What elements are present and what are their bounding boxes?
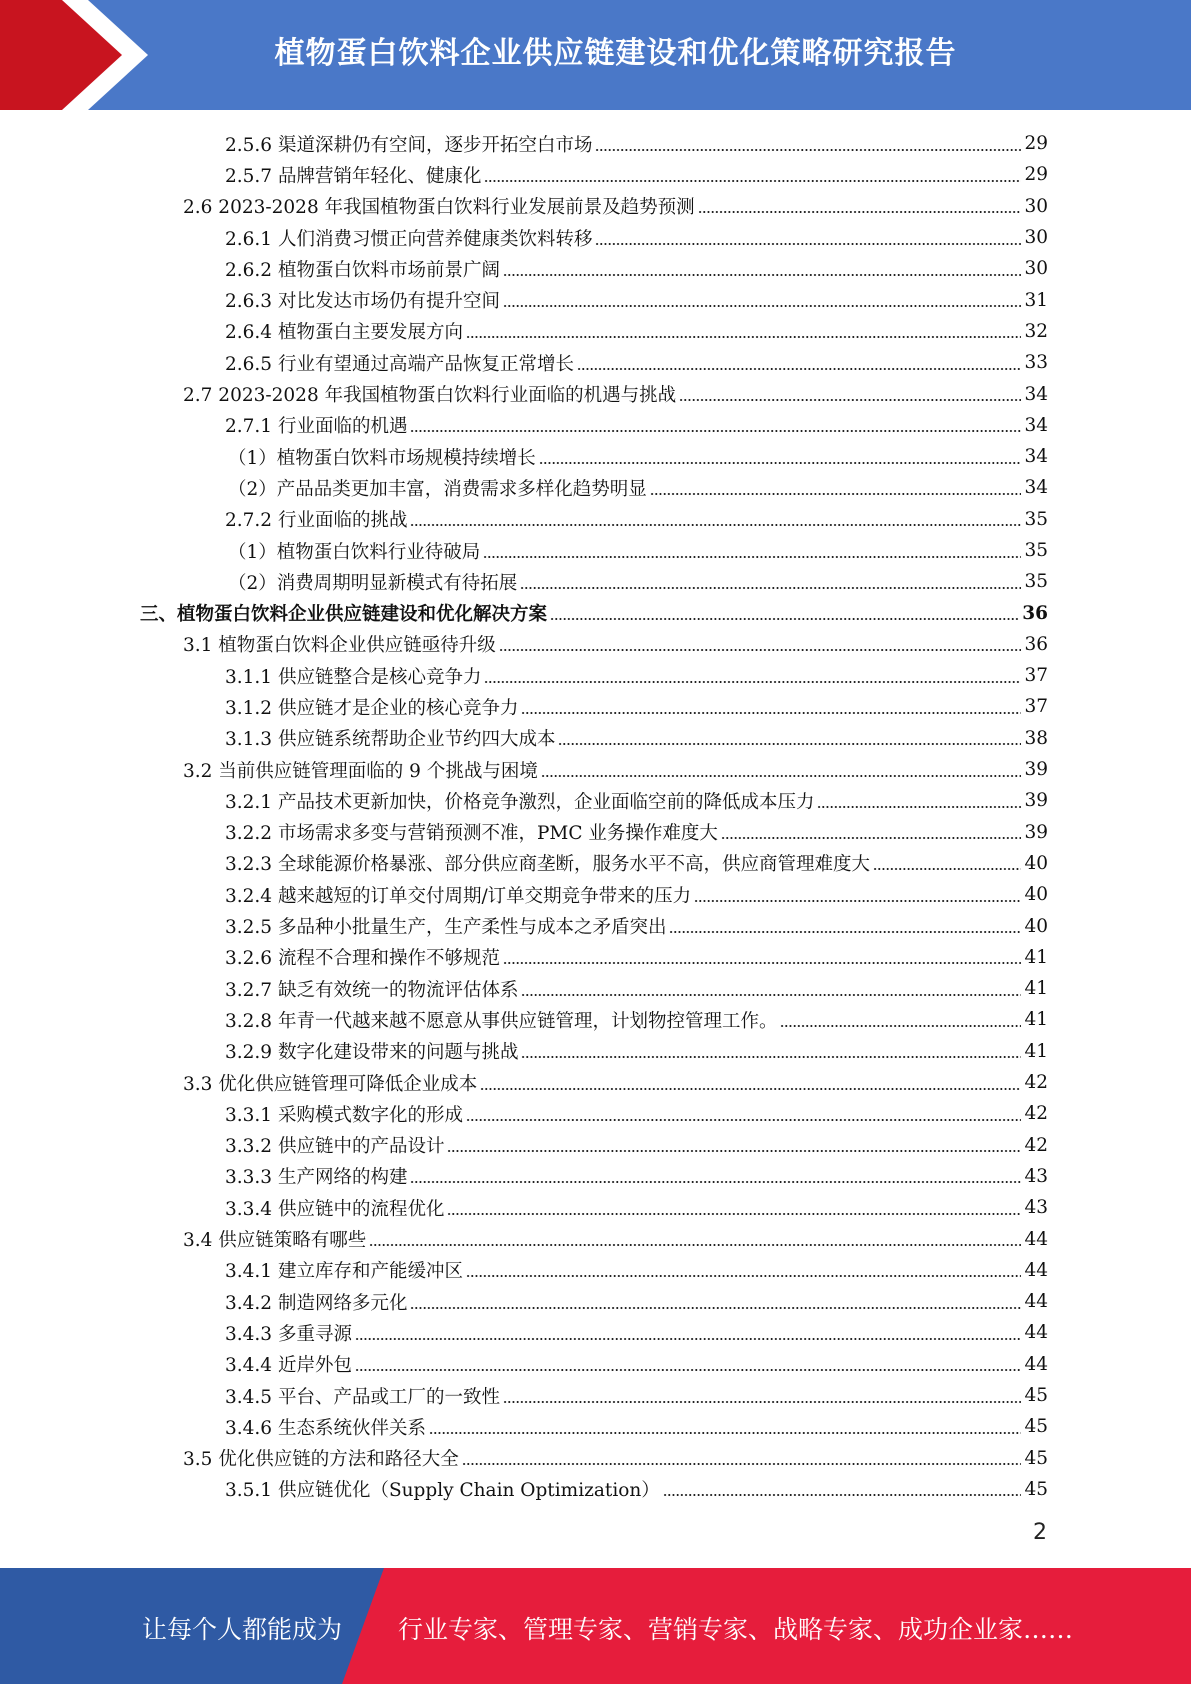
toc-dot-leader xyxy=(669,931,1021,933)
toc-entry[interactable] xyxy=(140,222,1048,253)
toc-entry-page: 34 xyxy=(1024,414,1048,436)
toc-entry-page: 41 xyxy=(1024,1040,1048,1062)
toc-dot-leader xyxy=(410,524,1021,526)
toc-dot-leader xyxy=(466,1119,1021,1121)
toc-entry-page: 42 xyxy=(1024,1072,1048,1094)
toc-entry-page: 41 xyxy=(1024,946,1048,968)
toc-dot-leader xyxy=(817,806,1021,808)
table-of-contents xyxy=(140,128,1048,1505)
page-footer xyxy=(0,1568,1191,1684)
toc-entry[interactable] xyxy=(140,754,1048,785)
toc-dot-leader xyxy=(550,618,1019,620)
toc-dot-leader xyxy=(480,1088,1021,1090)
toc-dot-leader xyxy=(698,211,1022,213)
toc-entry[interactable] xyxy=(140,1349,1048,1380)
toc-entry-title: （2）消费周期明显新模式有待拓展 xyxy=(228,572,518,594)
toc-entry-page: 36 xyxy=(1024,633,1048,655)
toc-entry-title: 2.6.2 植物蛋白饮料市场前景广阔 xyxy=(225,259,500,281)
toc-entry-title: 3.2.8 年青一代越来越不愿意从事供应链管理，计划物控管理工作。 xyxy=(225,1010,778,1032)
toc-entry-title: 3.1.3 供应链系统帮助企业节约四大成本 xyxy=(225,729,556,751)
toc-entry-page: 39 xyxy=(1024,790,1048,812)
toc-entry-page: 30 xyxy=(1024,195,1048,217)
toc-entry-page: 34 xyxy=(1024,477,1048,499)
toc-entry[interactable] xyxy=(140,723,1048,754)
toc-entry[interactable] xyxy=(140,535,1048,566)
toc-entry-page: 43 xyxy=(1024,1197,1048,1219)
toc-entry[interactable] xyxy=(140,316,1048,347)
toc-entry[interactable] xyxy=(140,566,1048,597)
toc-entry-page: 44 xyxy=(1024,1259,1048,1281)
toc-entry-page: 44 xyxy=(1024,1291,1048,1313)
toc-dot-leader xyxy=(650,493,1022,495)
toc-dot-leader xyxy=(503,274,1021,276)
toc-entry[interactable] xyxy=(140,910,1048,941)
toc-entry-page: 40 xyxy=(1024,884,1048,906)
toc-entry-page: 45 xyxy=(1024,1478,1048,1500)
toc-entry-page: 32 xyxy=(1024,320,1048,342)
toc-dot-leader xyxy=(521,1056,1021,1058)
toc-entry[interactable] xyxy=(140,973,1048,1004)
toc-entry[interactable] xyxy=(140,1474,1048,1505)
toc-entry-title: 3.5.1 供应链优化（Supply Chain Optimization） xyxy=(225,1480,660,1502)
toc-entry-page: 45 xyxy=(1024,1385,1048,1407)
toc-entry-title: 3.3.4 供应链中的流程优化 xyxy=(225,1198,445,1220)
toc-entry[interactable] xyxy=(140,472,1048,503)
toc-entry[interactable] xyxy=(140,1223,1048,1254)
toc-entry-page: 39 xyxy=(1024,821,1048,843)
toc-entry[interactable] xyxy=(140,1442,1048,1473)
toc-dot-leader xyxy=(521,712,1021,714)
toc-entry-title: 3.4.1 建立库存和产能缓冲区 xyxy=(225,1261,463,1283)
toc-entry-title: 3.3.2 供应链中的产品设计 xyxy=(225,1136,445,1158)
toc-dot-leader xyxy=(410,1307,1021,1309)
toc-dot-leader xyxy=(410,1181,1021,1183)
toc-entry-page: 42 xyxy=(1024,1103,1048,1125)
toc-dot-leader xyxy=(663,1494,1022,1496)
toc-entry[interactable] xyxy=(140,347,1048,378)
toc-entry-page: 34 xyxy=(1024,446,1048,468)
toc-dot-leader xyxy=(355,1369,1022,1371)
toc-dot-leader xyxy=(410,430,1021,432)
toc-entry-page: 38 xyxy=(1024,727,1048,749)
toc-entry-page: 29 xyxy=(1024,164,1048,186)
toc-entry[interactable] xyxy=(140,879,1048,910)
toc-entry-page: 35 xyxy=(1024,571,1048,593)
toc-entry[interactable] xyxy=(140,159,1048,190)
toc-entry-page: 30 xyxy=(1024,227,1048,249)
toc-dot-leader xyxy=(721,837,1022,839)
toc-entry-title: 3.2.9 数字化建设带来的问题与挑战 xyxy=(225,1042,519,1064)
toc-entry-page: 31 xyxy=(1024,289,1048,311)
toc-dot-leader xyxy=(355,1338,1022,1340)
toc-entry-page: 42 xyxy=(1024,1134,1048,1156)
toc-dot-leader xyxy=(595,243,1021,245)
toc-entry[interactable] xyxy=(140,1286,1048,1317)
toc-dot-leader xyxy=(558,743,1021,745)
toc-dot-leader xyxy=(484,681,1021,683)
toc-entry-title: 3.2.1 产品技术更新加快，价格竞争激烈，企业面临空前的降低成本压力 xyxy=(225,791,815,813)
toc-entry[interactable] xyxy=(140,1411,1048,1442)
toc-dot-leader xyxy=(499,649,1022,651)
toc-entry[interactable] xyxy=(140,1255,1048,1286)
toc-entry-title: 3.4.3 多重寻源 xyxy=(225,1323,352,1345)
toc-entry-title: 3.1 植物蛋白饮料企业供应链亟待升级 xyxy=(183,635,496,657)
footer-slogan-left: 让每个人都能成为 xyxy=(142,1615,343,1644)
toc-dot-leader xyxy=(462,1463,1022,1465)
toc-entry-title: 3.1.1 供应链整合是核心竞争力 xyxy=(225,666,482,688)
toc-entry-title: 3.2.7 缺乏有效统一的物流评估体系 xyxy=(225,979,519,1001)
report-title: 植物蛋白饮料企业供应链建设和优化策略研究报告 xyxy=(274,36,957,71)
toc-entry[interactable] xyxy=(140,284,1048,315)
toc-dot-leader xyxy=(541,775,1022,777)
toc-entry-title: 2.7 2023-2028 年我国植物蛋白饮料行业面临的机遇与挑战 xyxy=(183,385,677,407)
toc-entry-page: 45 xyxy=(1024,1416,1048,1438)
toc-entry[interactable] xyxy=(140,942,1048,973)
toc-dot-leader xyxy=(503,962,1021,964)
toc-entry[interactable] xyxy=(140,1067,1048,1098)
toc-entry-title: 2.7.2 行业面临的挑战 xyxy=(225,510,408,532)
toc-entry[interactable] xyxy=(140,1004,1048,1035)
toc-dot-leader xyxy=(520,587,1021,589)
toc-entry[interactable] xyxy=(140,191,1048,222)
toc-entry-title: 2.7.1 行业面临的机遇 xyxy=(225,416,408,438)
toc-entry[interactable] xyxy=(140,660,1048,691)
toc-dot-leader xyxy=(595,149,1021,151)
footer-slogan-right: 行业专家、管理专家、营销专家、战略专家、成功企业家…… xyxy=(398,1615,1074,1644)
toc-dot-leader xyxy=(447,1213,1021,1215)
toc-entry-page: 39 xyxy=(1024,759,1048,781)
toc-dot-leader xyxy=(483,556,1021,558)
toc-dot-leader xyxy=(503,305,1021,307)
toc-entry-page: 30 xyxy=(1024,258,1048,280)
toc-entry-title: 3.2.6 流程不合理和操作不够规范 xyxy=(225,948,500,970)
toc-entry-title: 2.5.6 渠道深耕仍有空间，逐步开拓空白市场 xyxy=(225,134,593,156)
toc-dot-leader xyxy=(484,180,1021,182)
toc-entry-title: 3.1.2 供应链才是企业的核心竞争力 xyxy=(225,697,519,719)
toc-entry-title: 3.2.2 市场需求多变与营销预测不准，PMC 业务操作难度大 xyxy=(225,823,718,845)
toc-entry-page: 34 xyxy=(1024,383,1048,405)
toc-dot-leader xyxy=(503,1401,1021,1403)
toc-entry-title: 2.6 2023-2028 年我国植物蛋白饮料行业发展前景及趋势预测 xyxy=(183,197,695,219)
toc-entry-page: 40 xyxy=(1024,852,1048,874)
toc-entry-title: 3.3 优化供应链管理可降低企业成本 xyxy=(183,1073,478,1095)
toc-entry-title: （1）植物蛋白饮料行业待破局 xyxy=(228,541,481,563)
toc-entry[interactable] xyxy=(140,504,1048,535)
toc-entry-page: 44 xyxy=(1024,1228,1048,1250)
toc-dot-leader xyxy=(466,336,1021,338)
page-number: 2 xyxy=(1033,1520,1047,1545)
toc-dot-leader xyxy=(447,1150,1021,1152)
toc-dot-leader xyxy=(521,994,1021,996)
toc-entry-title: 3.2.5 多品种小批量生产，生产柔性与成本之矛盾突出 xyxy=(225,917,667,939)
toc-entry[interactable] xyxy=(140,410,1048,441)
toc-entry-page: 41 xyxy=(1024,1009,1048,1031)
toc-entry-title: 3.3.1 采购模式数字化的形成 xyxy=(225,1104,463,1126)
toc-dot-leader xyxy=(369,1244,1021,1246)
toc-entry[interactable] xyxy=(140,378,1048,409)
toc-entry-title: 2.5.7 品牌营销年轻化、健康化 xyxy=(225,165,482,187)
toc-dot-leader xyxy=(466,1275,1021,1277)
toc-entry-title: 3.2.3 全球能源价格暴涨、部分供应商垄断，服务水平不高，供应商管理难度大 xyxy=(225,854,870,876)
toc-entry[interactable] xyxy=(140,597,1048,628)
toc-entry[interactable] xyxy=(140,691,1048,722)
toc-entry[interactable] xyxy=(140,128,1048,159)
toc-entry-title: 2.6.4 植物蛋白主要发展方向 xyxy=(225,322,463,344)
toc-entry[interactable] xyxy=(140,1036,1048,1067)
toc-entry-page: 36 xyxy=(1022,602,1048,624)
toc-entry[interactable] xyxy=(140,1380,1048,1411)
toc-entry-page: 35 xyxy=(1024,540,1048,561)
toc-dot-leader xyxy=(429,1432,1021,1434)
toc-entry-title: （1）植物蛋白饮料市场规模持续增长 xyxy=(228,447,536,469)
toc-entry-page: 37 xyxy=(1024,665,1048,687)
toc-entry-title: 3.4.6 生态系统伙伴关系 xyxy=(225,1417,426,1439)
toc-dot-leader xyxy=(694,900,1021,902)
toc-entry[interactable] xyxy=(140,1130,1048,1161)
page-header xyxy=(0,0,1191,110)
toc-entry-title: 三、植物蛋白饮料企业供应链建设和优化解决方案 xyxy=(140,604,548,626)
toc-entry-title: 3.2 当前供应链管理面临的 9 个挑战与困境 xyxy=(183,760,538,782)
toc-entry-page: 29 xyxy=(1024,133,1048,155)
toc-entry-page: 41 xyxy=(1024,978,1048,1000)
toc-entry-page: 45 xyxy=(1024,1447,1048,1469)
toc-entry-title: 3.5 优化供应链的方法和路径大全 xyxy=(183,1449,459,1471)
toc-entry-title: 3.4.2 制造网络多元化 xyxy=(225,1292,408,1314)
toc-entry[interactable] xyxy=(140,1317,1048,1348)
toc-dot-leader xyxy=(539,462,1022,464)
toc-dot-leader xyxy=(780,1025,1021,1027)
toc-entry-title: 3.4.5 平台、产品或工厂的一致性 xyxy=(225,1386,500,1408)
toc-entry[interactable] xyxy=(140,817,1048,848)
toc-entry-title: 3.3.3 生产网络的构建 xyxy=(225,1167,408,1189)
toc-entry-title: 2.6.3 对比发达市场仍有提升空间 xyxy=(225,291,500,313)
toc-entry[interactable] xyxy=(140,785,1048,816)
toc-entry-page: 44 xyxy=(1024,1322,1048,1344)
toc-entry-page: 33 xyxy=(1024,352,1048,374)
toc-entry-title: 2.6.1 人们消费习惯正向营养健康类饮料转移 xyxy=(225,228,593,250)
toc-entry-title: 2.6.5 行业有望通过高端产品恢复正常增长 xyxy=(225,353,574,375)
toc-entry-page: 40 xyxy=(1024,915,1048,937)
toc-entry-title: （2）产品品类更加丰富，消费需求多样化趋势明显 xyxy=(228,478,647,500)
toc-entry[interactable] xyxy=(140,629,1048,660)
toc-dot-leader xyxy=(679,399,1021,401)
toc-entry-title: 3.2.4 越来越短的订单交付周期/订单交期竞争带来的压力 xyxy=(225,885,692,907)
toc-entry[interactable] xyxy=(140,253,1048,284)
toc-entry-title: 3.4 供应链策略有哪些 xyxy=(183,1230,367,1252)
toc-entry-page: 43 xyxy=(1024,1165,1048,1187)
toc-entry[interactable] xyxy=(140,848,1048,879)
toc-entry-title: 3.4.4 近岸外包 xyxy=(225,1355,352,1377)
toc-entry-page: 37 xyxy=(1024,696,1048,718)
toc-entry[interactable] xyxy=(140,1161,1048,1192)
toc-entry[interactable] xyxy=(140,1192,1048,1223)
toc-entry-page: 44 xyxy=(1024,1353,1048,1375)
toc-dot-leader xyxy=(873,868,1021,870)
toc-dot-leader xyxy=(577,368,1021,370)
toc-entry-page: 35 xyxy=(1024,508,1048,530)
toc-entry[interactable] xyxy=(140,441,1048,472)
toc-entry[interactable] xyxy=(140,1098,1048,1129)
